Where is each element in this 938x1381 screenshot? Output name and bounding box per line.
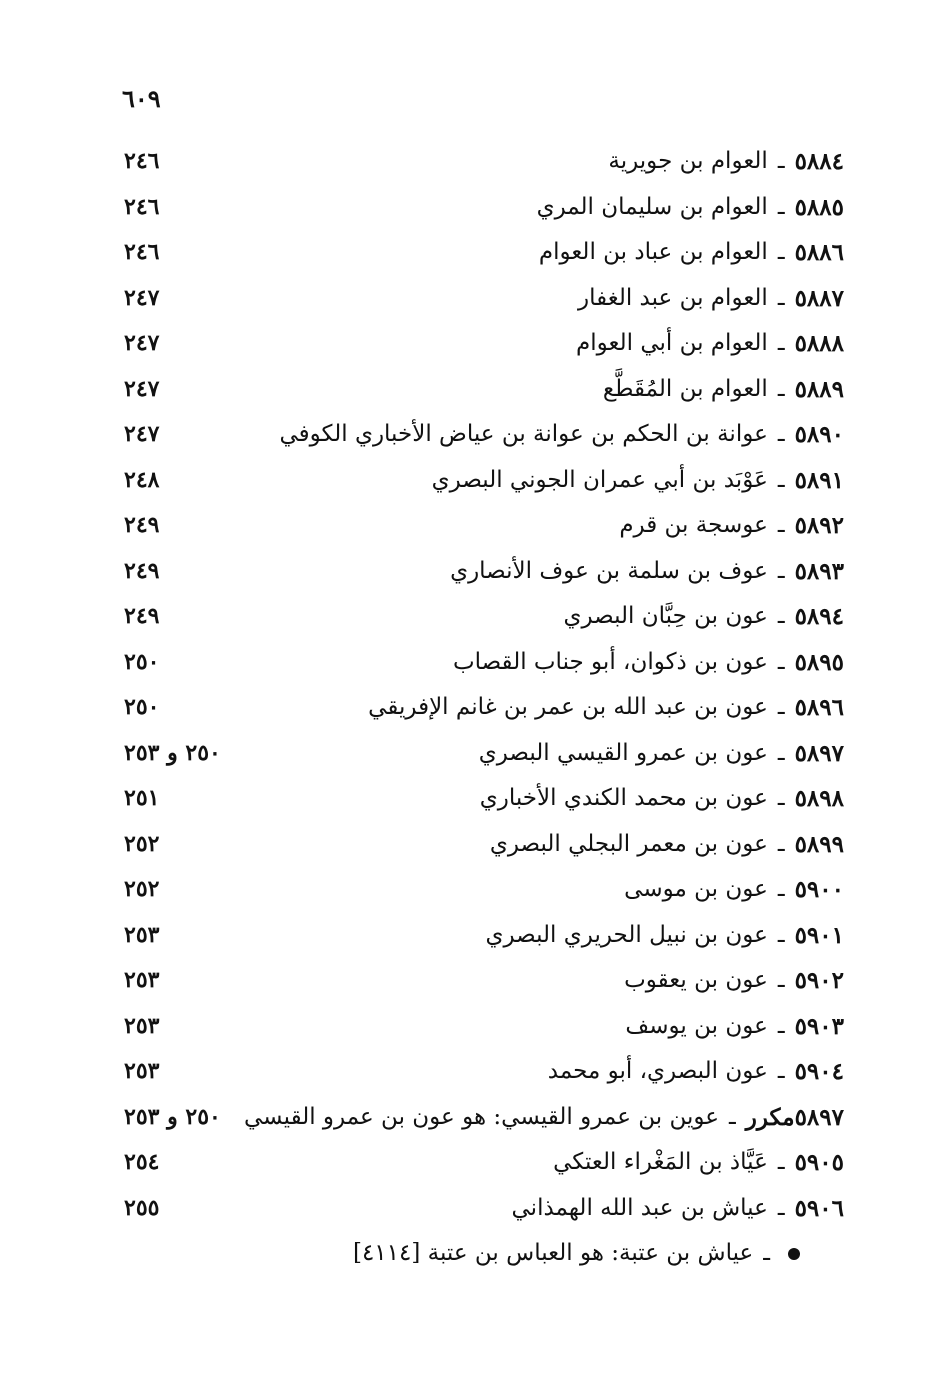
- entry-text: [624, 867, 844, 912]
- entry-number: ٥٨٩٢: [794, 512, 844, 539]
- index-entry: [0, 594, 938, 640]
- entry-page: ٢٤٦: [124, 193, 160, 220]
- entry-text: [432, 458, 844, 503]
- entry-page: ٢٥٣: [124, 1012, 160, 1039]
- entry-separator: ـ: [777, 921, 785, 948]
- entry-text: [485, 913, 844, 958]
- entry-text: [539, 230, 844, 275]
- entry-name: عوسجة بن قرم: [619, 512, 768, 538]
- entry-number: ٥٨٩٦: [794, 694, 844, 721]
- entry-name: عون بن نبيل الحريري البصري: [485, 921, 768, 948]
- entry-separator: ـ: [763, 1240, 770, 1266]
- entry-number: ٥٨٩٩: [794, 830, 844, 858]
- index-entry: [0, 685, 938, 731]
- entry-separator: ـ: [777, 239, 785, 265]
- entry-name: العوام بن أبي العوام: [576, 330, 768, 356]
- entry-name: عوف بن سلمة بن عوف الأنصاري: [450, 557, 768, 584]
- index-entry: [0, 458, 938, 504]
- entry-page: ٢٥٠ و ٢٥٣: [124, 1103, 221, 1130]
- entry-name: عون بن عبد الله بن عمر بن غانم الإفريقي: [368, 694, 768, 720]
- entry-separator: ـ: [777, 148, 785, 174]
- entry-number: ٥٩٠٤: [794, 1058, 844, 1085]
- entry-separator: ـ: [777, 1012, 785, 1039]
- entry-page: ٢٤٧: [124, 284, 160, 311]
- entry-separator: ـ: [729, 1103, 736, 1130]
- entry-text: [553, 1140, 844, 1185]
- index-entry: [0, 185, 938, 231]
- entry-text: [244, 1095, 844, 1140]
- entry-page: ٢٥٤: [124, 1149, 160, 1175]
- entry-page: ٢٥٢: [124, 830, 160, 857]
- entry-page: ٢٥٣: [124, 967, 160, 993]
- entry-number: ٥٩٠٦: [794, 1194, 844, 1222]
- entry-number: ٥٨٨٧: [794, 284, 844, 312]
- index-entry: [0, 640, 938, 686]
- index-entry: [0, 1186, 938, 1232]
- entry-number: ٥٨٨٤: [794, 148, 844, 175]
- index-entry: [0, 1095, 938, 1141]
- entry-separator: ـ: [777, 193, 785, 220]
- entry-text: [450, 549, 844, 594]
- entry-page: ٢٤٩: [124, 512, 160, 538]
- entry-name: العوام بن المُقَطَّع: [602, 375, 768, 402]
- index-entry: [0, 321, 938, 367]
- entry-separator: ـ: [777, 1149, 785, 1175]
- entry-name: العوام بن جويرية: [608, 148, 768, 174]
- entry-separator: ـ: [777, 284, 785, 311]
- entry-name: عَيَّاذ بن المَغْراء العتكي: [553, 1149, 768, 1175]
- entry-text: [563, 594, 844, 639]
- entry-number: ٥٨٩٨: [794, 785, 844, 812]
- entry-separator: ـ: [777, 512, 785, 538]
- entry-text: [480, 776, 844, 821]
- cross-reference-text: [353, 1231, 800, 1276]
- entry-separator: ـ: [777, 876, 785, 902]
- entry-name: عون البصري، أبو محمد: [547, 1058, 768, 1084]
- entry-number: ٥٩٠٥: [794, 1149, 844, 1176]
- entry-page: ٢٤٧: [124, 375, 160, 402]
- entry-name: عون بن ذكوان، أبو جناب القصاب: [452, 648, 768, 675]
- entry-page: ٢٤٩: [124, 557, 160, 584]
- entry-name: عون بن معمر البجلي البصري: [489, 830, 768, 857]
- entry-name: عوانة بن الحكم بن عوانة بن عياض الأخباري الكوفي: [279, 421, 768, 447]
- entry-text: [479, 731, 844, 776]
- entry-name: العوام بن سليمان المري: [536, 193, 768, 220]
- entry-separator: ـ: [777, 830, 785, 857]
- index-entry: [0, 549, 938, 595]
- entry-number: ٥٨٩٧: [794, 739, 844, 767]
- entry-number: ٥٨٩٧مكرر: [745, 1103, 844, 1131]
- entry-page: ٢٤٧: [124, 421, 160, 447]
- entry-separator: ـ: [777, 375, 785, 402]
- index-entry: [0, 412, 938, 458]
- entry-separator: ـ: [777, 739, 785, 766]
- entry-name: عون بن حِبَّان البصري: [563, 603, 768, 629]
- entry-separator: ـ: [777, 330, 785, 356]
- entry-number: ٥٩٠٣: [794, 1012, 844, 1040]
- page-number: ٦٠٩: [122, 84, 161, 113]
- entry-number: ٥٨٨٩: [794, 375, 844, 403]
- index-entry: [0, 503, 938, 549]
- entry-text: [512, 1186, 845, 1231]
- entry-text: [490, 822, 844, 867]
- entry-separator: ـ: [777, 694, 785, 720]
- entry-number: ٥٨٨٥: [794, 193, 844, 221]
- entry-number: ٥٨٩٤: [794, 603, 844, 630]
- entry-separator: ـ: [777, 785, 785, 811]
- bullet-icon: [788, 1248, 800, 1260]
- cross-reference-name: عياش بن عتبة: هو العباس بن عتبة [٤١١٤]: [352, 1240, 754, 1266]
- entry-number: ٥٨٩٣: [794, 557, 844, 585]
- entry-text: [625, 1004, 844, 1049]
- index-entry: [0, 776, 938, 822]
- entry-number: ٥٨٩٠: [794, 421, 844, 448]
- entry-page: ٢٥٠: [124, 694, 160, 720]
- index-entry: [0, 958, 938, 1004]
- entry-page: ٢٤٨: [124, 466, 160, 493]
- entry-number: ٥٩٠٢: [794, 967, 844, 994]
- entry-name: عَوْبَد بن أبي عمران الجوني البصري: [431, 466, 768, 493]
- entry-text: [537, 185, 844, 230]
- entry-page: ٢٤٧: [124, 330, 160, 356]
- entry-page: ٢٥١: [124, 785, 160, 811]
- index-entry: [0, 367, 938, 413]
- entry-separator: ـ: [777, 1194, 785, 1221]
- entry-page: ٢٥٠: [124, 648, 160, 675]
- index-entry: [0, 230, 938, 276]
- entry-separator: ـ: [777, 421, 785, 447]
- index-entry: [0, 822, 938, 868]
- index-list: [0, 139, 938, 1277]
- entry-number: ٥٨٩٥: [794, 648, 844, 676]
- entry-name: العوام بن عبد الغفار: [577, 284, 768, 311]
- entry-text: [548, 1049, 844, 1094]
- entry-number: ٥٩٠١: [794, 921, 844, 949]
- entry-text: [624, 958, 844, 1003]
- entry-number: ٥٨٩١: [794, 466, 844, 494]
- entry-name: عوين بن عمرو القيسي: هو عون بن عمرو القيسي: [243, 1103, 719, 1130]
- entry-number: ٥٨٨٦: [794, 239, 844, 266]
- entry-name: عياش بن عبد الله الهمذاني: [511, 1194, 768, 1221]
- entry-page: ٢٤٦: [124, 239, 160, 265]
- index-entry: [0, 276, 938, 322]
- entry-page: ٢٥٢: [124, 876, 160, 902]
- entry-text: [578, 276, 844, 321]
- entry-text: [576, 321, 844, 366]
- entry-text: [603, 367, 844, 412]
- entry-page: ٢٤٩: [124, 603, 160, 629]
- entry-name: عون بن موسى: [624, 876, 768, 902]
- entry-page: ٢٥٣: [124, 1058, 160, 1084]
- entry-separator: ـ: [777, 466, 785, 493]
- entry-separator: ـ: [777, 648, 785, 675]
- index-entry: [0, 1140, 938, 1186]
- index-entry: [0, 731, 938, 777]
- entry-page: ٢٥٣: [124, 921, 160, 948]
- index-entry: [0, 139, 938, 185]
- entry-text: [453, 640, 844, 685]
- entry-separator: ـ: [777, 557, 785, 584]
- entry-page: ٢٥٥: [124, 1194, 160, 1221]
- entry-name: عون بن يوسف: [625, 1012, 768, 1039]
- entry-text: [279, 412, 844, 457]
- entry-separator: ـ: [777, 1058, 785, 1084]
- entry-name: عون بن عمرو القيسي البصري: [478, 739, 768, 766]
- entry-name: عون بن محمد الكندي الأخباري: [479, 785, 768, 811]
- entry-text: [608, 139, 844, 184]
- index-entry: [0, 913, 938, 959]
- entry-text: [619, 503, 844, 548]
- entry-name: العوام بن عباد بن العوام: [538, 239, 768, 265]
- entry-number: ٥٩٠٠: [794, 876, 844, 903]
- entry-number: ٥٨٨٨: [794, 330, 844, 357]
- entry-separator: ـ: [777, 603, 785, 629]
- index-entry: [0, 1004, 938, 1050]
- index-entry: [0, 1049, 938, 1095]
- entry-page: ٢٤٦: [124, 148, 160, 174]
- index-entry: [0, 867, 938, 913]
- entry-text: [368, 685, 844, 730]
- cross-reference-entry: [0, 1231, 938, 1277]
- entry-name: عون بن يعقوب: [624, 967, 768, 993]
- entry-separator: ـ: [777, 967, 785, 993]
- entry-page: ٢٥٠ و ٢٥٣: [124, 739, 221, 766]
